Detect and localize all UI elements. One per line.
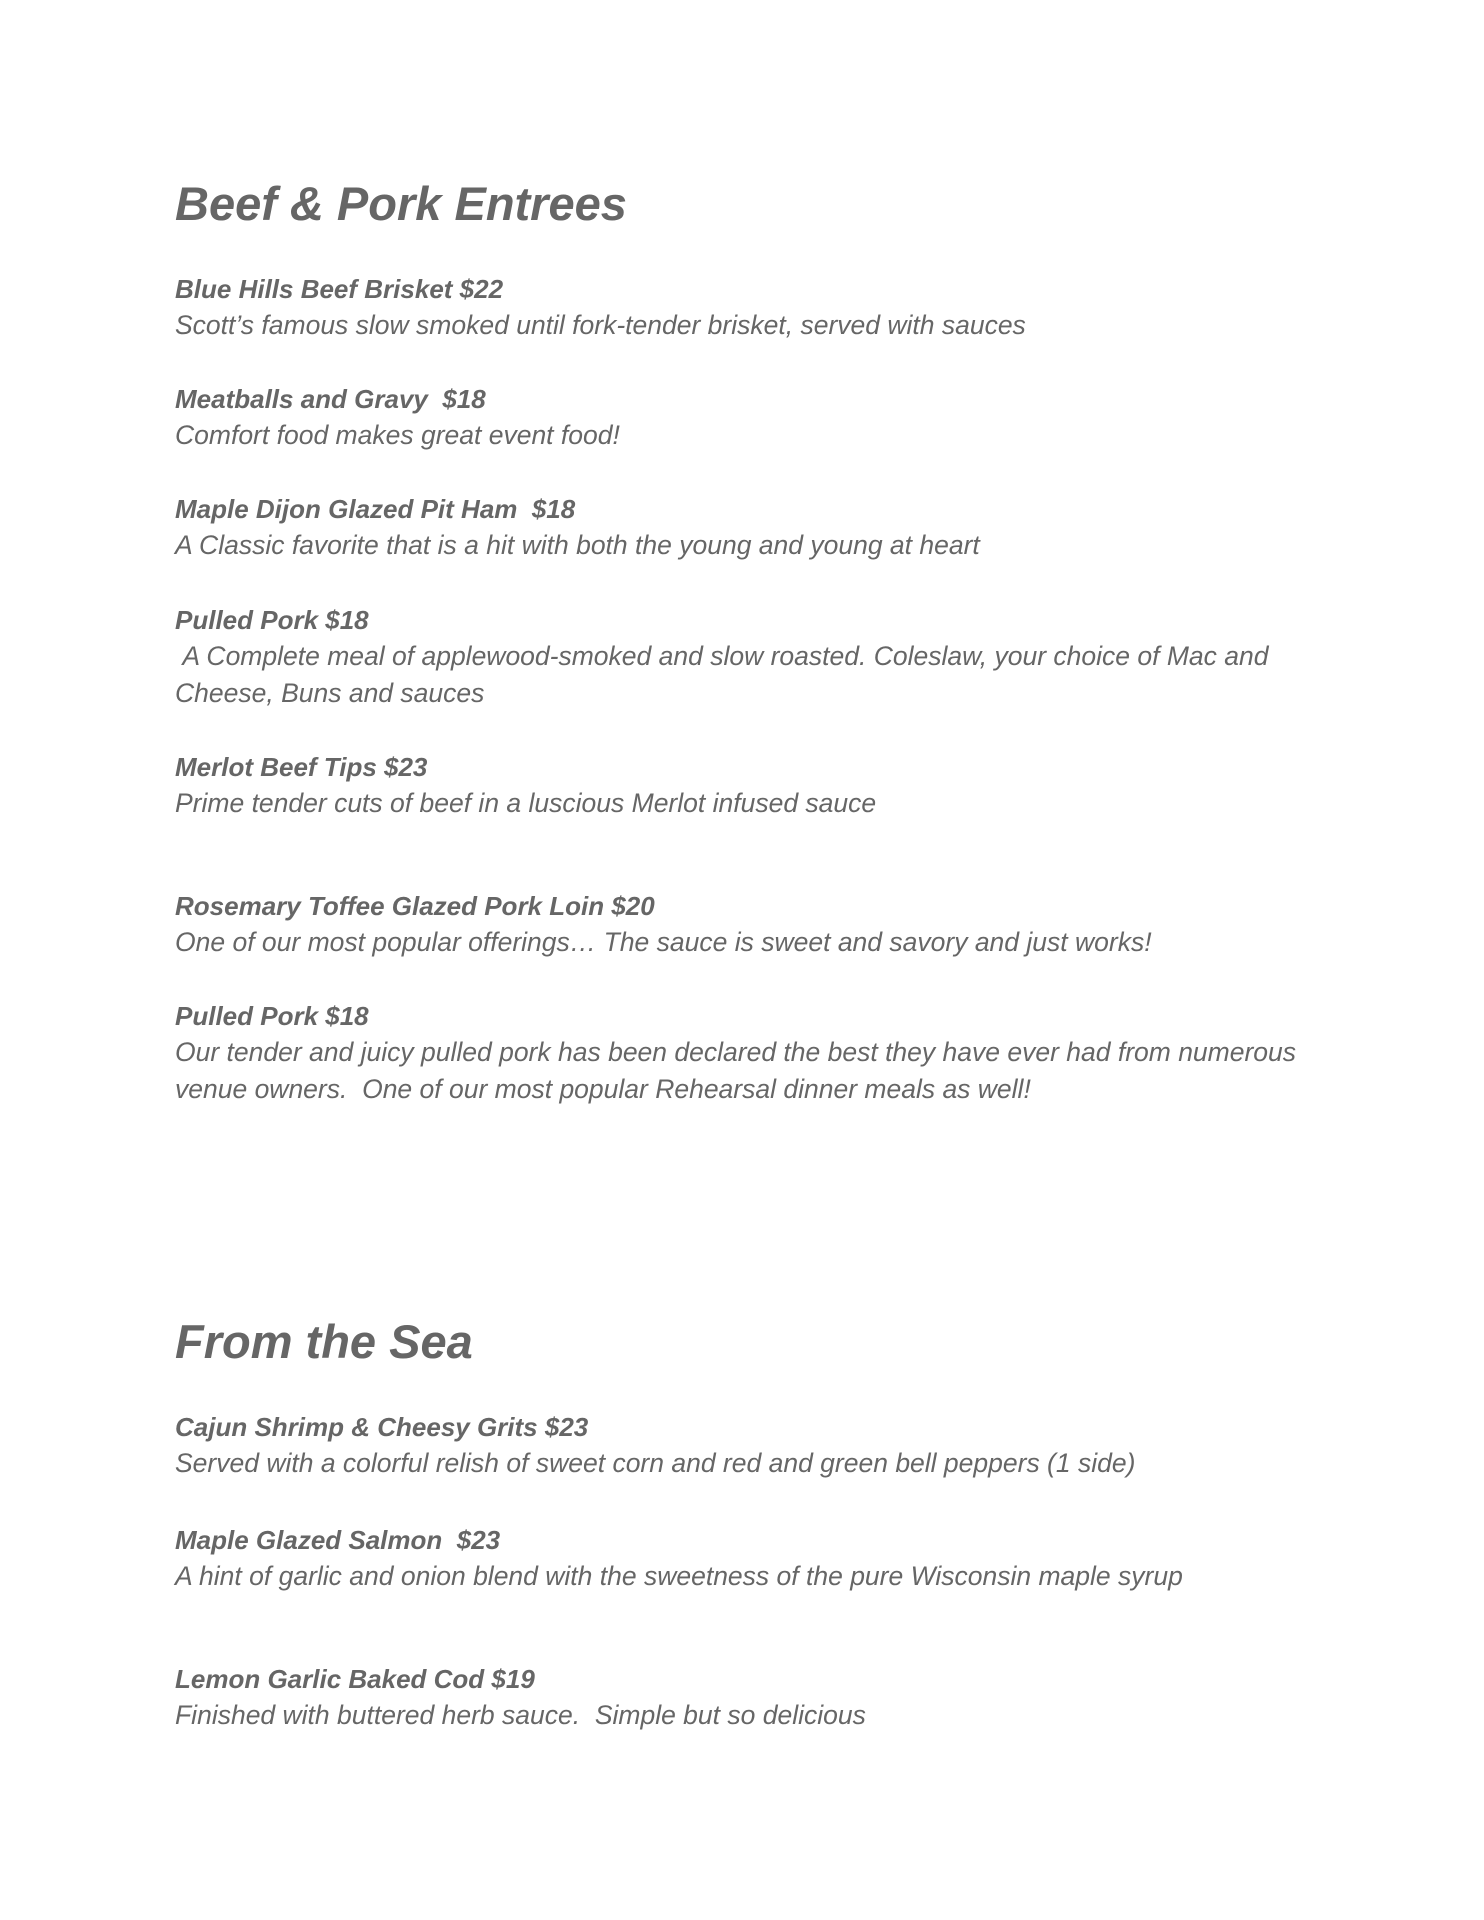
menu-item-description: Our tender and juicy pulled pork has been declared the best they have ever had from numerous venue owners. One of our most popular Rehearsal dinner meals as well! <box>175 1037 1304 1104</box>
menu-item-pit-ham <box>175 491 1315 564</box>
menu-item-pork-loin <box>175 888 1315 961</box>
menu-item-title: Maple Glazed Salmon $23 <box>175 1525 501 1555</box>
menu-item-title: Lemon Garlic Baked Cod $19 <box>175 1664 535 1694</box>
menu-item-title: Rosemary Toffee Glazed Pork Loin $20 <box>175 891 655 921</box>
menu-item-description: Comfort food makes great event food! <box>175 420 620 450</box>
menu-item-baked-cod <box>175 1661 1315 1734</box>
menu-item-title: Meatballs and Gravy $18 <box>175 384 486 414</box>
menu-item-description: Served with a colorful relish of sweet corn and red and green bell peppers (1 side) <box>175 1448 1136 1478</box>
menu-item-description: A Complete meal of applewood-smoked and slow roasted. Coleslaw, your choice of Mac and Cheese, Buns and sauces <box>175 641 1276 708</box>
menu-item-pulled-pork-meal <box>175 602 1315 711</box>
menu-item-title: Maple Dijon Glazed Pit Ham $18 <box>175 494 576 524</box>
menu-item-cajun-shrimp <box>175 1409 1315 1482</box>
menu-item-maple-salmon <box>175 1522 1315 1595</box>
menu-item-description: A hint of garlic and onion blend with the sweetness of the pure Wisconsin maple syrup <box>175 1561 1183 1591</box>
menu-item-merlot-beef-tips <box>175 749 1315 822</box>
menu-page <box>175 0 1315 1920</box>
menu-item-meatballs <box>175 381 1315 454</box>
menu-item-title: Pulled Pork $18 <box>175 605 369 635</box>
menu-item-description: Prime tender cuts of beef in a luscious Merlot infused sauce <box>175 788 877 818</box>
menu-item-title: Pulled Pork $18 <box>175 1001 369 1031</box>
menu-item-beef-brisket <box>175 271 1315 344</box>
section-title-from-the-sea: From the Sea <box>175 1315 473 1368</box>
menu-item-description: A Classic favorite that is a hit with both the young and young at heart <box>175 530 980 560</box>
menu-item-title: Merlot Beef Tips $23 <box>175 752 428 782</box>
menu-item-description: Scott’s famous slow smoked until fork-tender brisket, served with sauces <box>175 310 1026 340</box>
menu-item-description: One of our most popular offerings… The sauce is sweet and savory and just works! <box>175 927 1152 957</box>
menu-item-title: Cajun Shrimp & Cheesy Grits $23 <box>175 1412 589 1442</box>
menu-item-pulled-pork <box>175 998 1315 1107</box>
menu-item-description: Finished with buttered herb sauce. Simple but so delicious <box>175 1700 866 1730</box>
section-title-beef-pork: Beef & Pork Entrees <box>175 177 627 230</box>
menu-item-title: Blue Hills Beef Brisket $22 <box>175 274 504 304</box>
